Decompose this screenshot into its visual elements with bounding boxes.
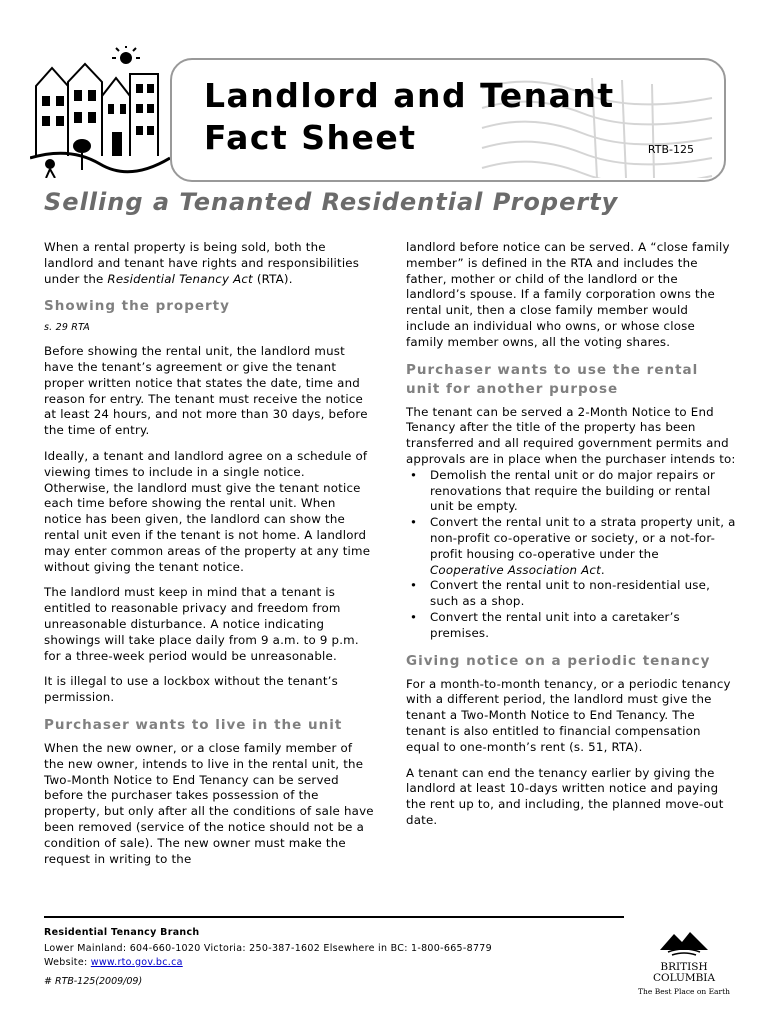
intro-text-a: When a rental property is being sold, both the landlord and tenant have rights and responsibilities under the	[44, 240, 360, 286]
footer-phone-numbers: Lower Mainland: 604-660-1020 Victoria: 250-387-1602 Elsewhere in BC: 1-800-665-8779	[44, 943, 492, 954]
bullet2-text-a: Convert the rental unit to a strata property unit, a non-profit co-operative or society, or a not-for-profit housing co-operative under the	[430, 515, 736, 561]
footer-document-id: # RTB-125(2009/09)	[44, 976, 143, 987]
fact-sheet-title-line2: Fact Sheet	[204, 118, 417, 157]
houses-illustration	[30, 46, 170, 178]
intro-act-name: Residential Tenancy Act	[107, 271, 253, 286]
heading-periodic-tenancy: Giving notice on a periodic tenancy	[406, 652, 711, 669]
continued-paragraph: landlord before notice can be served. A “close family member” is defined in the RTA and includes the father, mother or child of the landlord or the landlord’s spouse. If a family corporation owns the rental unit, then a close family member would include an individual who owns, or whose close family member owns, all the voting shares.	[406, 240, 730, 349]
list-item	[406, 515, 736, 578]
heading-live-in-unit: Purchaser wants to live in the unit	[44, 716, 343, 733]
list-item: • Convert the rental unit to non-residential use, such as a shop.	[406, 578, 736, 610]
page-title: Selling a Tenanted Residential Property	[44, 188, 619, 216]
logo-tagline: The Best Place on Earth	[638, 987, 730, 996]
list-item: • Demolish the rental unit or do major repairs or renovations that require the building or rental unit be empty.	[406, 468, 736, 515]
bullet2-act-name: Cooperative Association Act	[430, 562, 601, 577]
heading-other-purpose: Purchaser wants to use the rental unit for another purpose	[406, 361, 699, 397]
purpose-bullet-list	[406, 468, 736, 642]
title-box	[170, 58, 726, 182]
live-in-unit-paragraph: When the new owner, or a close family member of the new owner, intends to live in the rental unit, the Two-Month Notice to End Tenancy can be served before the purchaser takes possession of the property, but only after all the conditions of sale have been removed (service of the notice should not be a condition of sale). The new owner must make the request in writing to the	[44, 740, 374, 866]
footer-website	[44, 957, 183, 968]
logo-line1: BRITISH	[660, 961, 708, 973]
intro-text-b: (RTA).	[252, 271, 293, 286]
logo-line2: COLUMBIA	[652, 972, 716, 984]
right-column	[406, 240, 736, 839]
left-column	[44, 240, 374, 877]
website-link[interactable]: www.rto.gov.bc.ca	[90, 957, 183, 968]
footer-divider	[44, 916, 624, 918]
website-label: Website:	[44, 957, 91, 968]
showing-paragraph-3: The landlord must keep in mind that a tenant is entitled to reasonable privacy and freedom from unreasonable disturbance. A notice indicating showings will take place daily from 9 a.m. to 9 p.m. for a three-week period would be unreasonable.	[44, 585, 359, 663]
showing-paragraph-2: Ideally, a tenant and landlord agree on a schedule of viewing times to include in a single notice. Otherwise, the landlord must give the tenant notice each time before showing the rental unit. When notice has been given, the landlord can show the rental unit even if the tenant is not home. A landlord may enter common areas of the property at any time without giving the tenant notice.	[44, 448, 371, 574]
statute-reference: s. 29 RTA	[44, 322, 90, 334]
list-item: • Convert the rental unit into a caretaker’s premises.	[406, 610, 736, 642]
intro-paragraph	[44, 240, 374, 287]
document-code: RTB-125	[647, 143, 694, 156]
periodic-paragraph-1: For a month-to-month tenancy, or a periodic tenancy with a different period, the landlord must give the tenant a Two-Month Notice to End Tenancy. The tenant is also entitled to financial compensation equal to one-month’s rent (s. 51, RTA).	[406, 676, 731, 754]
other-purpose-paragraph: The tenant can be served a 2-Month Notice to End Tenancy after the title of the property has been transferred and all required government permits and approvals are in place when the purchaser intends to:	[406, 404, 736, 466]
showing-paragraph-1: Before showing the rental unit, the landlord must have the tenant’s agreement or give the tenant proper written notice that states the date, time and reason for entry. The tenant must receive the notice at least 24 hours, and not more than 30 days, before the time of entry.	[44, 344, 368, 438]
footer-organization: Residential Tenancy Branch	[44, 927, 200, 938]
periodic-paragraph-2: A tenant can end the tenancy earlier by giving the landlord at least 10-days written notice and paying the rent up to, and including, the planned move-out date.	[406, 765, 724, 827]
heading-showing: Showing the property	[44, 298, 230, 315]
fact-sheet-title-line1: Landlord and Tenant	[204, 76, 615, 115]
showing-paragraph-4: It is illegal to use a lockbox without the tenant’s permission.	[44, 674, 338, 705]
mountain-sun-icon	[654, 924, 714, 958]
bullet2-text-b: .	[600, 562, 605, 577]
bc-government-logo	[636, 924, 732, 1004]
